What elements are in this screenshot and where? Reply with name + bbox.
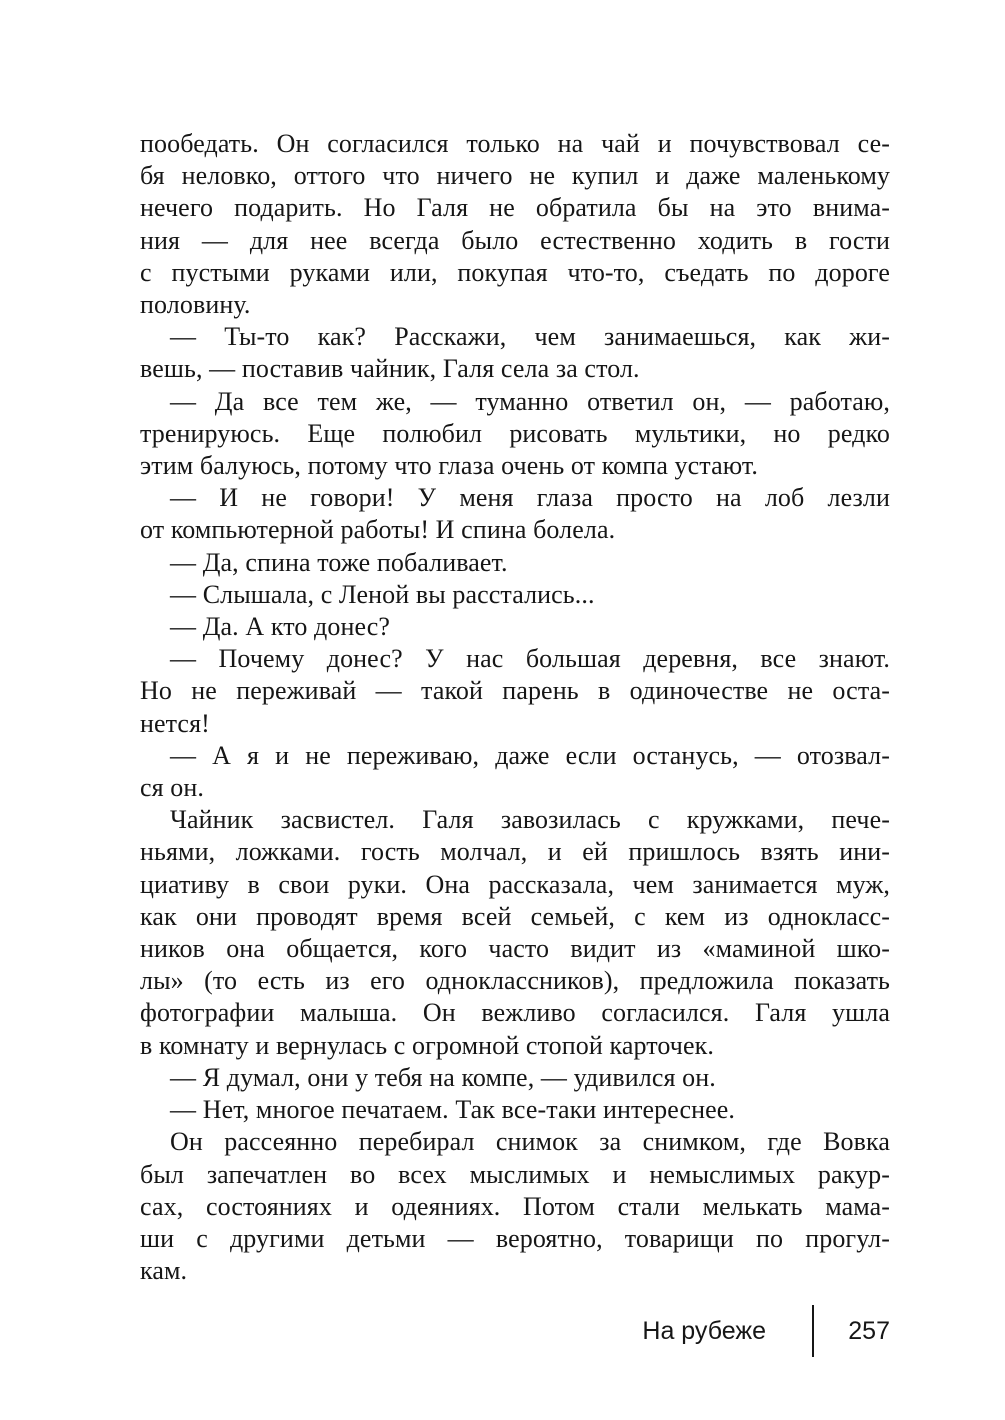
text-line: ши с другими детьми — вероятно, товарищи по прогул- <box>140 1223 890 1253</box>
paragraph <box>140 740 890 804</box>
text-line: — Почему донес? У нас большая деревня, все знают. <box>170 644 890 674</box>
paragraph <box>140 804 890 1062</box>
running-title: На рубеже <box>642 1316 766 1345</box>
text-line: — Слышала, с Леной вы расстались... <box>170 579 595 609</box>
paragraph <box>140 611 890 643</box>
text-line: как они проводят время всей семьей, с кем из однокласс- <box>140 901 890 931</box>
text-line: — Да. А кто донес? <box>170 612 391 642</box>
paragraph <box>140 482 890 546</box>
text-line: Но не переживай — такой парень в одиночестве не оста- <box>140 676 890 706</box>
paragraph <box>140 386 890 483</box>
text-line: — Да, спина тоже побаливает. <box>170 547 508 577</box>
paragraph <box>140 1062 890 1094</box>
text-line: — Нет, многое печатаем. Так все-таки интереснее. <box>170 1095 736 1125</box>
text-line: с пустыми руками или, покупая что-то, съедать по дороге <box>140 257 890 287</box>
text-line: ньями, ложками. гость молчал, и ей пришлось взять ини- <box>140 837 890 867</box>
text-line: тренируюсь. Еще полюбил рисовать мультики, но редко <box>140 418 890 448</box>
text-line: — Я думал, они у тебя на компе, — удивился он. <box>170 1062 716 1092</box>
text-line: был запечатлен во всех мыслимых и немыслимых ракур- <box>140 1159 890 1189</box>
text-line: — Да все тем же, — туманно ответил он, — работаю, <box>170 386 890 416</box>
text-line: этим балуюсь, потому что глаза очень от компа устают. <box>140 451 759 481</box>
text-line: — Ты-то как? Расскажи, чем занимаешься, как жи- <box>170 322 890 352</box>
text-line: ников она общается, кого часто видит из «маминой шко- <box>140 934 890 964</box>
text-line: нется! <box>140 708 210 738</box>
page-footer <box>642 1303 890 1359</box>
paragraph <box>140 321 890 385</box>
paragraph <box>140 128 890 321</box>
text-line: циативу в свои руки. Она рассказала, чем занимается муж, <box>140 869 890 899</box>
text-line: ся он. <box>140 773 205 803</box>
text-line: бя неловко, оттого что ничего не купил и даже маленькому <box>140 161 890 191</box>
text-line: от компьютерной работы! И спина болела. <box>140 515 616 545</box>
text-line: — А я и не переживаю, даже если останусь, — отозвал- <box>170 740 890 770</box>
paragraph <box>140 1126 890 1287</box>
text-line: фотографии малыша. Он вежливо согласился. Галя ушла <box>140 998 890 1028</box>
text-line: пообедать. Он согласился только на чай и почувствовал се- <box>140 129 890 158</box>
paragraph <box>140 547 890 579</box>
text-line: нечего подарить. Но Галя не обратила бы на это внима- <box>140 193 890 223</box>
text-line: кам. <box>140 1256 188 1286</box>
text-line: половину. <box>140 290 251 320</box>
page-number: 257 <box>848 1316 890 1345</box>
text-line: Он рассеянно перебирал снимок за снимком, где Вовка <box>170 1127 890 1157</box>
text-block <box>140 128 890 1287</box>
text-line: Чайник засвистел. Галя завозилась с кружками, пече- <box>170 805 890 835</box>
text-line: — И не говори! У меня глаза просто на лоб лезли <box>170 483 890 513</box>
paragraph <box>140 579 890 611</box>
text-line: ния — для нее всегда было естественно ходить в гости <box>140 225 890 255</box>
paragraph <box>140 1094 890 1126</box>
paragraph <box>140 643 890 740</box>
text-line: вешь, — поставив чайник, Галя села за стол. <box>140 354 640 384</box>
text-line: сах, состояниях и одеяниях. Потом стали мелькать мама- <box>140 1191 890 1221</box>
text-line: лы» (то есть из его одноклассников), предложила показать <box>140 966 890 996</box>
footer-divider <box>812 1305 814 1357</box>
text-line: в комнату и вернулась с огромной стопой карточек. <box>140 1030 714 1060</box>
